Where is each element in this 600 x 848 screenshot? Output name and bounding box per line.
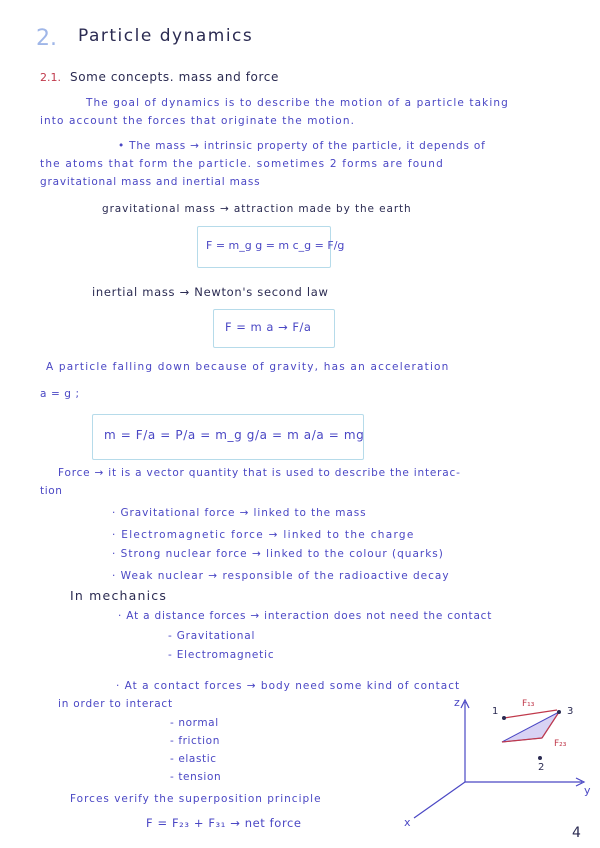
- equation-4: F = F₂₃ + F₃₁ → net force: [146, 816, 302, 830]
- intro-line-2: into account the forces that originate the motion.: [40, 115, 356, 127]
- force-vector-diagram: [392, 690, 600, 830]
- equation-2: F = m a → F/a: [225, 320, 312, 334]
- falling-line-1: A particle falling down because of gravity, has an acceleration: [46, 361, 450, 373]
- force-item-strong: · Strong nuclear force → linked to the colour (quarks): [112, 548, 444, 560]
- particle-1: [502, 716, 506, 720]
- chapter-title: Particle dynamics: [78, 26, 254, 46]
- falling-line-2: a = g ;: [40, 388, 80, 400]
- page-number: 4: [572, 825, 581, 841]
- intro-line-1: The goal of dynamics is to describe the motion of a particle taking: [86, 97, 509, 109]
- force-item-gravitational: · Gravitational force → linked to the mass: [112, 507, 367, 519]
- axis-label-y: y: [584, 784, 591, 797]
- particle-label-3: 3: [567, 706, 574, 717]
- contact-item-normal: - normal: [170, 717, 219, 729]
- distance-forces-line: · At a distance forces → interaction does not need the contact: [118, 610, 493, 622]
- particle-label-1: 1: [492, 706, 499, 717]
- axis-label-x: x: [404, 816, 411, 829]
- x-axis: [414, 782, 465, 818]
- distance-item-gravitational: - Gravitational: [168, 630, 256, 642]
- distance-item-electromagnetic: - Electromagnetic: [168, 649, 275, 661]
- equation-1: F = m_g g = m c_g = F/g: [206, 239, 345, 252]
- contact-forces-line-1: · At a contact forces → body need some kind of contact: [116, 680, 461, 692]
- contact-forces-line-2: in order to interact: [58, 698, 173, 710]
- chapter-number: 2.: [36, 26, 57, 51]
- axis-label-z: z: [454, 696, 460, 709]
- section-title: Some concepts. mass and force: [70, 70, 279, 84]
- inertial-mass-label: inertial mass → Newton's second law: [92, 285, 329, 299]
- contact-item-elastic: - elastic: [170, 753, 217, 765]
- particle-2: [538, 756, 542, 760]
- section-number: 2.1.: [40, 71, 61, 84]
- equation-3: m = F/a = P/a = m_g g/a = m a/a = mg: [104, 428, 365, 442]
- mass-line-2: the atoms that form the particle. sometimes 2 forms are found: [40, 158, 444, 170]
- contact-item-friction: - friction: [170, 735, 220, 747]
- force-label-a: F₁₃: [522, 699, 535, 709]
- force-line-1: Force → it is a vector quantity that is used to describe the interac-: [58, 467, 461, 479]
- gravitational-mass-label: gravitational mass → attraction made by the earth: [102, 203, 412, 215]
- mechanics-heading: In mechanics: [70, 588, 168, 603]
- mass-line-3: gravitational mass and inertial mass: [40, 176, 261, 188]
- force-line-2: tion: [40, 485, 63, 497]
- mass-line-1: • The mass → intrinsic property of the particle, it depends of: [118, 140, 486, 152]
- particle-3: [557, 710, 561, 714]
- contact-item-tension: - tension: [170, 771, 222, 783]
- particle-label-2: 2: [538, 762, 545, 773]
- superposition-line: Forces verify the superposition principle: [70, 793, 322, 805]
- force-item-weak: · Weak nuclear → responsible of the radioactive decay: [112, 570, 450, 582]
- force-label-b: F₂₃: [554, 739, 567, 749]
- force-item-electromagnetic: · Electromagnetic force → linked to the charge: [112, 529, 415, 541]
